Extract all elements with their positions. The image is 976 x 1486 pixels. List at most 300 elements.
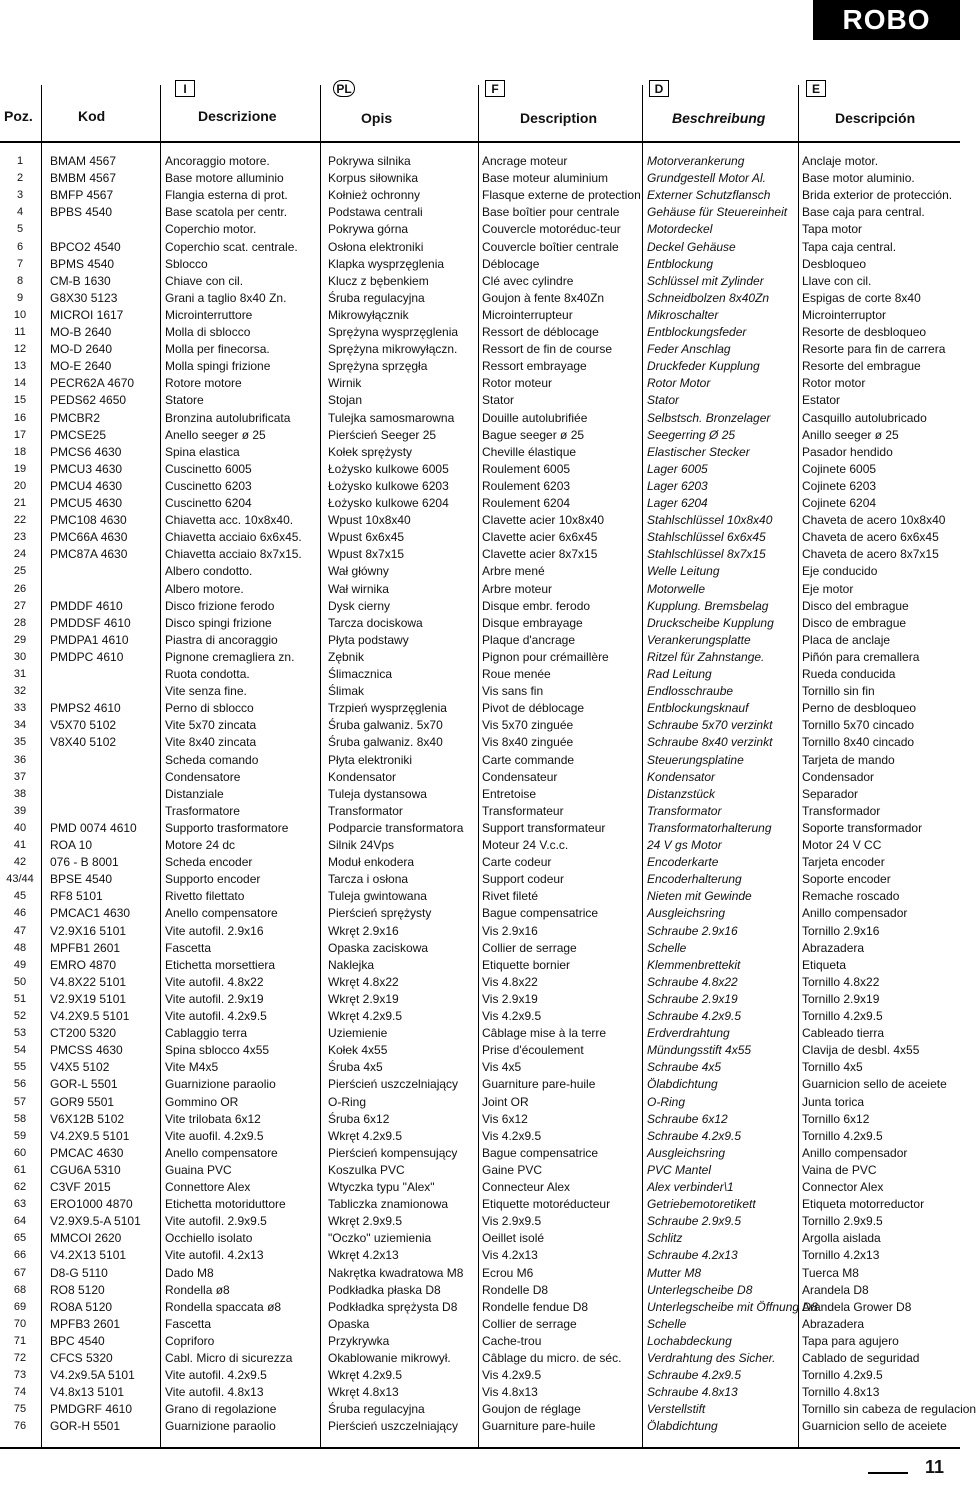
row-desc-pl: Wał wirnika	[328, 581, 389, 596]
row-desc-pl: Podparcie transformatora	[328, 820, 464, 835]
brand-logo: ROBO	[813, 0, 960, 40]
row-kod: CT200 5320	[50, 1026, 117, 1041]
row-desc-de: Lager 6204	[647, 496, 708, 510]
row-desc-it: Motore 24 dc	[165, 838, 236, 852]
row-poz: 15	[13, 394, 27, 407]
row-poz: 25	[13, 565, 27, 578]
row-desc-fr: Vis sans fin	[482, 684, 544, 699]
table-row	[0, 974, 960, 991]
row-desc-es: Condensador	[802, 769, 875, 784]
row-desc-it: Chiavetta acciaio 8x7x15.	[165, 547, 302, 562]
row-desc-pl: Pokrywa górna	[328, 222, 409, 237]
row-desc-it: Cablaggio terra	[165, 1026, 248, 1041]
row-desc-de: Gehäuse für Steuereinheit	[647, 205, 788, 220]
row-desc-de: Schraube 4.8x13	[647, 1385, 738, 1400]
row-desc-de: Schraube 4.2x13	[647, 1248, 738, 1263]
row-desc-it: Vite autofil. 2.9x19	[165, 991, 264, 1006]
table-row	[0, 598, 960, 615]
table-row	[0, 1111, 960, 1128]
row-desc-es: Llave con cil.	[802, 273, 872, 288]
row-desc-es: Cojinete 6203	[802, 478, 877, 493]
table-row	[0, 170, 960, 187]
table-row	[0, 273, 960, 290]
row-kod: PMCAC1 4630	[50, 906, 131, 921]
row-desc-fr: Bague compensatrice	[482, 906, 599, 921]
row-poz: 35	[13, 736, 27, 749]
row-desc-de: Mikroschalter	[647, 307, 719, 322]
row-desc-pl: Śruba galwaniz. 5x70	[328, 718, 443, 733]
row-desc-pl: Ślimak	[328, 684, 365, 699]
row-desc-fr: Vis 4.2x9.5	[482, 1128, 542, 1143]
header-es: Descripción	[835, 110, 916, 126]
row-desc-fr: Goujon à fente 8x40Zn	[482, 290, 605, 305]
row-desc-de: Ritzel für Zahnstange.	[647, 649, 765, 664]
row-desc-it: Fascetta	[165, 940, 212, 955]
row-desc-de: Entblockungsknauf	[647, 701, 749, 716]
row-desc-de: Mündungsstift 4x55	[647, 1043, 752, 1058]
row-desc-pl: Stojan	[328, 393, 363, 408]
row-desc-de: Alex verbinder\1	[647, 1180, 734, 1194]
table-row	[0, 153, 960, 170]
row-poz: 33	[13, 702, 27, 715]
row-desc-es: Microinterruptor	[802, 307, 887, 322]
row-desc-pl: Pokrywa silnika	[328, 154, 411, 168]
row-desc-fr: Rondelle fendue D8	[482, 1299, 589, 1314]
table-row	[0, 563, 960, 580]
row-desc-pl: Klucz z bębenkiem	[328, 273, 429, 288]
row-poz: 34	[13, 719, 27, 732]
row-kod: PMDPA1 4610	[50, 632, 129, 647]
table-row	[0, 307, 960, 324]
row-desc-es: Guarnicion sello de aceiete	[802, 1419, 947, 1434]
row-desc-es: Tapa motor	[802, 222, 863, 237]
row-poz: 75	[13, 1403, 27, 1416]
row-desc-de: Ölabdichtung	[647, 1419, 718, 1434]
row-desc-pl: Okablowanie mikrowył.	[328, 1351, 451, 1365]
row-desc-it: Copriforo	[165, 1333, 215, 1348]
row-desc-it: Spina sblocco 4x55	[165, 1043, 270, 1058]
row-kod: PMC66A 4630	[50, 530, 128, 545]
row-desc-pl: Kondensator	[328, 769, 397, 784]
row-poz: 64	[13, 1215, 27, 1228]
table-row	[0, 256, 960, 273]
row-desc-pl: Wkręt 4.8x22	[328, 974, 399, 989]
row-desc-fr: Prise d'écoulement	[482, 1043, 584, 1058]
header-it: Descrizione	[198, 108, 277, 124]
row-kod: MPFB1 2601	[50, 940, 121, 955]
row-poz: 14	[13, 377, 27, 390]
row-desc-de: Endlosschraube	[647, 684, 734, 699]
row-kod: V6X12B 5102	[50, 1111, 125, 1126]
table-row	[0, 1059, 960, 1076]
row-desc-it: Spina elastica	[165, 444, 240, 459]
row-desc-fr: Clavette acier 8x7x15	[482, 547, 598, 562]
table-row	[0, 427, 960, 444]
row-desc-es: Tapa caja central.	[802, 239, 897, 254]
row-desc-pl: Wpust 8x7x15	[328, 547, 405, 562]
table-row	[0, 991, 960, 1008]
row-desc-es: Anclaje motor.	[802, 154, 879, 168]
row-desc-pl: Przykrywka	[328, 1333, 390, 1348]
row-desc-es: Tarjeta de mando	[802, 752, 895, 767]
row-desc-es: Tornillo 4x5	[802, 1060, 863, 1075]
row-poz: 57	[13, 1095, 27, 1108]
row-desc-es: Guarnicion sello de aceiete	[802, 1077, 947, 1092]
row-desc-pl: Tulejka samosmarowna	[328, 410, 455, 425]
row-desc-pl: Śruba 4x5	[328, 1060, 383, 1075]
row-poz: 62	[13, 1181, 27, 1193]
row-desc-it: Rondella ø8	[165, 1282, 230, 1297]
row-desc-de: Schlitz	[647, 1231, 683, 1246]
row-desc-pl: Tarcza i osłona	[328, 872, 409, 887]
row-desc-pl: Transformator	[328, 803, 403, 818]
row-desc-es: Rueda conducida	[802, 667, 896, 681]
row-desc-it: Chiavetta acciaio 6x6x45.	[165, 530, 302, 545]
row-desc-de: Verstellstift	[647, 1402, 706, 1417]
table-row	[0, 854, 960, 871]
row-desc-pl: Pierścień kompensujący	[328, 1145, 458, 1160]
row-desc-de: Verdrahtung des Sicher.	[647, 1351, 776, 1365]
row-desc-pl: Śruba 6x12	[328, 1111, 390, 1126]
row-kod: EMRO 4870	[50, 957, 117, 972]
table-row	[0, 1282, 960, 1299]
language-marker-it: I	[175, 80, 195, 97]
row-desc-es: Cojinete 6005	[802, 461, 877, 476]
table-row	[0, 1299, 960, 1316]
row-desc-de: Kondensator	[647, 769, 716, 784]
row-desc-de: Schneidbolzen 8x40Zn	[647, 290, 770, 305]
row-kod: V2.9X19 5101	[50, 991, 127, 1006]
row-kod: PMCBR2	[50, 410, 101, 425]
row-desc-de: Unterlegscheibe mit Öffnung D8	[647, 1299, 818, 1314]
row-desc-it: Anello seeger ø 25	[165, 427, 266, 442]
row-desc-de: Schraube 4.8x22	[647, 974, 738, 989]
row-desc-fr: Ressort de déblocage	[482, 325, 599, 339]
row-poz: 13	[13, 360, 27, 373]
row-desc-it: Coperchio scat. centrale.	[165, 239, 298, 254]
row-poz: 12	[13, 343, 27, 356]
row-desc-es: Cablado de seguridad	[802, 1351, 920, 1365]
row-poz: 46	[13, 907, 27, 920]
row-desc-fr: Vis 4.2x13	[482, 1248, 538, 1263]
row-desc-it: Rondella spaccata ø8	[165, 1299, 282, 1314]
row-desc-es: Disco de embrague	[802, 615, 907, 630]
row-desc-es: Cableado tierra	[802, 1026, 885, 1041]
table-row	[0, 803, 960, 820]
row-desc-pl: Łożysko kulkowe 6005	[328, 461, 449, 476]
row-desc-fr: Transformateur	[482, 803, 564, 818]
row-desc-es: Abrazadera	[802, 940, 865, 955]
row-kod: PMCS6 4630	[50, 444, 122, 459]
row-desc-it: Vite 8x40 zincata	[165, 735, 257, 750]
row-desc-it: Gommino OR	[165, 1094, 239, 1109]
row-desc-it: Cabl. Micro di sicurezza	[165, 1351, 293, 1365]
table-row	[0, 786, 960, 803]
row-desc-de: Kupplung. Bremsbelag	[647, 598, 769, 613]
row-desc-it: Base scatola per centr.	[165, 205, 288, 220]
row-desc-es: Connector Alex	[802, 1180, 884, 1194]
table-row	[0, 1042, 960, 1059]
row-desc-de: Seegerring Ø 25	[647, 427, 736, 442]
row-desc-fr: Vis 5x70 zinguée	[482, 718, 574, 733]
row-kod: V4.2X9.5 5101	[50, 1128, 130, 1143]
table-row	[0, 1350, 960, 1367]
row-desc-es: Clavija de desbl. 4x55	[802, 1043, 920, 1058]
row-desc-it: Piastra di ancoraggio	[165, 632, 278, 647]
row-desc-es: Espigas de corte 8x40	[802, 290, 921, 305]
row-desc-it: Disco frizione ferodo	[165, 598, 275, 613]
row-desc-de: Getriebemotoretikett	[647, 1197, 756, 1212]
row-desc-de: Motorwelle	[647, 581, 706, 596]
header-de: Beschreibung	[672, 110, 766, 126]
row-desc-fr: Clavette acier 6x6x45	[482, 530, 598, 545]
row-desc-es: Pasador hendido	[802, 444, 893, 459]
row-desc-pl: Pierścień Seeger 25	[328, 427, 437, 442]
row-desc-it: Coperchio motor.	[165, 222, 257, 237]
row-desc-pl: Pierścień uszczelniający	[328, 1077, 459, 1092]
row-desc-es: Rotor motor	[802, 376, 866, 391]
row-poz: 29	[13, 633, 27, 646]
row-kod: MPFB3 2601	[50, 1316, 121, 1331]
row-desc-es: Tornillo 4.8x13	[802, 1385, 880, 1400]
row-desc-it: Grano di regolazione	[165, 1402, 277, 1417]
row-desc-it: Rivetto filettato	[165, 889, 245, 904]
row-desc-pl: Sprężyna sprzęgła	[328, 359, 428, 374]
row-desc-it: Guarnizione paraolio	[165, 1077, 276, 1092]
row-kod: PMD 0074 4610	[50, 820, 137, 835]
row-desc-de: Rotor Motor	[647, 376, 711, 391]
row-desc-it: Vite autofil. 2.9x16	[165, 923, 264, 938]
row-desc-de: Ausgleichsring	[647, 906, 726, 921]
row-desc-it: Distanziale	[165, 786, 224, 801]
row-desc-pl: Wpust 6x6x45	[328, 530, 405, 545]
row-kod: PMC87A 4630	[50, 547, 128, 562]
row-desc-it: Vite autofil. 4.8x13	[165, 1385, 264, 1400]
row-desc-de: Transformator	[647, 803, 722, 818]
language-marker-de: D	[649, 80, 669, 97]
row-desc-it: Condensatore	[165, 769, 241, 784]
row-desc-es: Abrazadera	[802, 1316, 865, 1331]
row-poz: 48	[13, 941, 27, 954]
row-poz: 55	[13, 1061, 27, 1074]
row-desc-de: 24 V gs Motor	[647, 838, 722, 852]
row-desc-fr: Bague seeger ø 25	[482, 427, 585, 442]
table-header	[0, 100, 960, 138]
row-desc-it: Rotore motore	[165, 376, 242, 391]
row-desc-fr: Vis 4.2x9.5	[482, 1009, 542, 1023]
row-desc-de: Stator	[647, 393, 680, 408]
row-desc-fr: Flasque externe de protection	[482, 188, 641, 203]
row-desc-de: Ausgleichsring	[647, 1145, 726, 1160]
row-desc-de: Druckfeder Kupplung	[647, 359, 760, 374]
row-desc-pl: Osłona elektroniki	[328, 239, 424, 254]
row-desc-pl: Wkręt 4.2x9.5	[328, 1368, 403, 1383]
row-desc-de: Klemmenbrettekit	[647, 957, 741, 972]
row-desc-es: Piñón para cremallera	[802, 649, 920, 664]
row-poz: 39	[13, 804, 27, 817]
row-desc-de: Externer Schutzflansch	[647, 188, 771, 203]
row-desc-es: Tornillo 4.2x9.5	[802, 1009, 883, 1023]
row-desc-fr: Vis 4.2x9.5	[482, 1368, 542, 1383]
row-desc-fr: Rondelle D8	[482, 1282, 549, 1297]
header-kod: Kod	[78, 108, 106, 124]
row-desc-pl: Wkręt 4.2x9.5	[328, 1128, 403, 1143]
row-desc-it: Etichetta motoriduttore	[165, 1197, 286, 1212]
table-row	[0, 375, 960, 392]
row-desc-de: Schraube 4.2x9.5	[647, 1368, 742, 1383]
table-row	[0, 1230, 960, 1247]
row-kod: V5X70 5102	[50, 718, 117, 733]
row-desc-pl: Tabliczka znamionowa	[328, 1197, 449, 1212]
row-desc-fr: Clé avec cylindre	[482, 273, 574, 288]
row-desc-fr: Goujon de réglage	[482, 1402, 581, 1417]
row-desc-fr: Support codeur	[482, 872, 565, 887]
row-poz: 7	[16, 257, 24, 270]
row-desc-es: Tornillo 5x70 cincado	[802, 718, 915, 733]
table-bottom-line	[0, 1447, 960, 1449]
row-desc-de: Motorverankerung	[647, 154, 745, 168]
row-desc-fr: Gaine PVC	[482, 1162, 543, 1177]
row-desc-de: Stahlschlüssel 10x8x40	[647, 513, 773, 528]
row-desc-de: PVC Mantel	[647, 1162, 712, 1177]
row-desc-de: Erdverdrahtung	[647, 1026, 730, 1041]
row-desc-it: Scheda encoder	[165, 855, 253, 870]
row-kod: BPSE 4540	[50, 872, 113, 887]
row-desc-pl: Płyta elektroniki	[328, 752, 413, 767]
row-kod: PMCSE25	[50, 427, 107, 442]
row-poz: 27	[13, 599, 27, 612]
row-desc-pl: "Oczko" uziemienia	[328, 1231, 432, 1246]
row-desc-es: Estator	[802, 393, 841, 408]
row-poz: 40	[13, 821, 27, 834]
row-desc-fr: Collier de serrage	[482, 940, 577, 955]
table-row	[0, 666, 960, 683]
table-row	[0, 239, 960, 256]
table-row	[0, 1179, 960, 1196]
row-desc-it: Statore	[165, 393, 204, 408]
row-poz: 1	[16, 155, 24, 167]
table-row	[0, 461, 960, 478]
row-desc-it: Vite autofil. 2.9x9.5	[165, 1214, 267, 1229]
row-kod: V4.2X9.5 5101	[50, 1009, 130, 1023]
row-desc-it: Anello compensatore	[165, 906, 278, 921]
row-kod: C3VF 2015	[50, 1180, 111, 1194]
row-kod: PMDGRF 4610	[50, 1402, 133, 1417]
row-kod: RF8 5101	[50, 889, 103, 904]
row-desc-fr: Roulement 6204	[482, 496, 571, 510]
row-desc-es: Etiqueta motorreductor	[802, 1197, 925, 1212]
row-poz: 19	[13, 462, 27, 475]
row-desc-pl: Wkręt 2.9x19	[328, 991, 399, 1006]
row-poz: 76	[13, 1420, 27, 1433]
row-desc-es: Base caja para central.	[802, 205, 925, 220]
row-desc-es: Anillo compensador	[802, 906, 908, 921]
row-desc-es: Arandela Grower D8	[802, 1299, 912, 1314]
row-desc-fr: Microinterrupteur	[482, 307, 573, 322]
row-desc-pl: Tuleja dystansowa	[328, 786, 427, 801]
row-desc-fr: Câblage mise à la terre	[482, 1026, 607, 1041]
row-kod: GOR-L 5501	[50, 1077, 118, 1092]
row-desc-es: Remache roscado	[802, 889, 900, 904]
row-kod: V8X40 5102	[50, 735, 117, 750]
table-row	[0, 1196, 960, 1213]
row-poz: 11	[14, 326, 26, 338]
row-kod: V4.8X22 5101	[50, 974, 127, 989]
row-desc-fr: Moteur 24 V.c.c.	[482, 838, 569, 852]
row-kod: RO8 5120	[50, 1282, 105, 1297]
row-desc-de: Lager 6005	[647, 461, 708, 476]
row-poz: 38	[13, 787, 27, 800]
table-row	[0, 888, 960, 905]
row-desc-it: Molla di sblocco	[165, 325, 251, 339]
row-desc-fr: Condensateur	[482, 769, 558, 784]
row-desc-it: Guarnizione paraolio	[165, 1419, 276, 1434]
row-desc-it: Molla spingi frizione	[165, 359, 271, 374]
row-desc-fr: Collier de serrage	[482, 1316, 577, 1331]
table-row	[0, 1128, 960, 1145]
row-desc-de: Welle Leitung	[647, 564, 720, 579]
table-row	[0, 1418, 960, 1435]
row-desc-de: Schelle	[647, 940, 687, 955]
table-row	[0, 444, 960, 461]
row-desc-fr: Câblage du micro. de séc.	[482, 1351, 622, 1365]
row-desc-pl: Dysk cierny	[328, 598, 391, 613]
row-desc-it: Grani a taglio 8x40 Zn.	[165, 290, 287, 305]
row-desc-fr: Vis 2.9x16	[482, 923, 538, 938]
row-desc-pl: Kołnież ochronny	[328, 188, 421, 203]
row-desc-fr: Carte codeur	[482, 855, 552, 870]
row-desc-pl: Płyta podstawy	[328, 632, 409, 647]
table-row	[0, 187, 960, 204]
row-kod: PMCU4 4630	[50, 478, 123, 493]
table-row	[0, 324, 960, 341]
row-desc-es: Tapa para agujero	[802, 1333, 899, 1348]
row-desc-es: Tornillo 6x12	[802, 1111, 870, 1126]
table-row	[0, 752, 960, 769]
row-kod: V4.8x13 5101	[50, 1385, 125, 1400]
row-desc-es: Transformador	[802, 803, 881, 818]
row-desc-fr: Vis 4.8x13	[482, 1385, 538, 1400]
row-desc-fr: Couvercle motoréduc-teur	[482, 222, 621, 237]
row-desc-es: Soporte transformador	[802, 820, 923, 835]
row-kod: V4.2x9.5A 5101	[50, 1368, 135, 1383]
row-desc-es: Brida exterior de protección.	[802, 188, 953, 203]
row-desc-pl: Wkręt 2.9x16	[328, 923, 399, 938]
row-desc-it: Vite M4x5	[165, 1060, 219, 1075]
row-poz: 73	[13, 1369, 27, 1382]
row-kod: V2.9X16 5101	[50, 923, 127, 938]
row-desc-pl: Wkręt 4.2x9.5	[328, 1009, 403, 1023]
table-row	[0, 1025, 960, 1042]
language-marker-pl: PL	[333, 80, 355, 97]
row-poz: 23	[13, 531, 27, 544]
table-row	[0, 341, 960, 358]
row-desc-fr: Disque embr. ferodo	[482, 598, 591, 613]
row-desc-pl: Pierścień uszczelniający	[328, 1419, 459, 1434]
row-desc-es: Junta torica	[802, 1094, 865, 1109]
row-desc-de: Schraube 6x12	[647, 1111, 728, 1126]
table-row	[0, 478, 960, 495]
row-poz: 71	[13, 1334, 27, 1347]
row-desc-fr: Vis 4x5	[482, 1060, 522, 1075]
row-kod: BPMS 4540	[50, 256, 115, 271]
row-desc-de: Motordeckel	[647, 222, 713, 237]
row-desc-es: Tuerca M8	[802, 1265, 859, 1280]
row-desc-pl: Wkręt 4.8x13	[328, 1385, 399, 1400]
row-desc-fr: Carte commande	[482, 752, 575, 767]
row-kod: BMAM 4567	[50, 154, 117, 168]
row-desc-fr: Ancrage moteur	[482, 154, 568, 168]
